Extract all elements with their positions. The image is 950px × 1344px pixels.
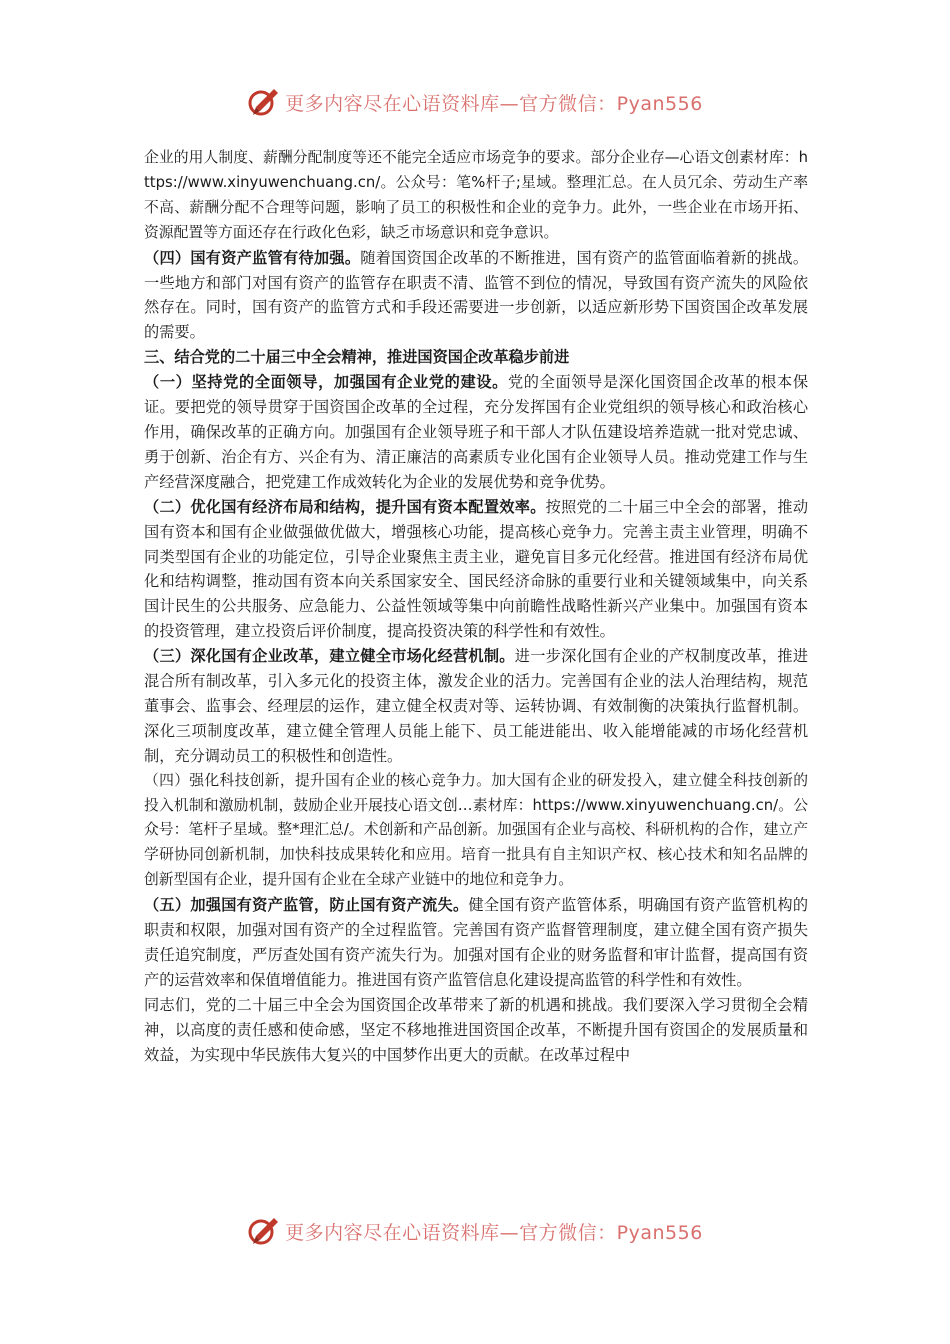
paragraph-text: 进一步深化国有企业的产权制度改革，推进混合所有制改革，引入多元化的投资主体，激发企业的活力。完善国有企业的法人治理结构，规范董事会、监事会、经理层的运作，建立健全权责对等、运转协调、有效制衡的决策执行监督机制。深化三项制度改革，建立健全管理人员能上能下、员工能进能出、收入能增能减的市场化经营机制，充分调动员工的积极性和创造性。 bbox=[144, 647, 809, 765]
paragraph-heading: （三）深化国有企业改革，建立健全市场化经营机制。 bbox=[144, 647, 515, 666]
header-banner bbox=[0, 82, 950, 122]
paragraph-text: 按照党的二十届三中全会的部署，推动国有资本和国有企业做强做优做大，增强核心功能，提高核心竞争力。完善主责主业管理，明确不同类型国有企业的功能定位，引导企业聚焦主责主业，避免盲目多元化经营。推进国有经济布局优化和结构调整，推动国有资本向关系国家安全、国民经济命脉的重要行业和关键领域集中，向关系国计民生的公共服务、应急能力、公益性领域等集中向前瞻性战略性新兴产业集中。加强国有资本的投资管理，建立投资后评价制度，提高投资决策的科学性和有效性。 bbox=[144, 497, 809, 641]
pen-swirl-logo-icon bbox=[247, 1214, 281, 1248]
paragraph-text: 企业的用人制度、薪酬分配制度等还不能完全适应市场竞争的要求。部分企业存—心语文创素材库：https://www.xinyuwenchuang.cn/。公众号：笔%杆子;星域。整理汇总。在人员冗余、劳动生产率不高、薪酬分配不合理等问题，影响了员工的积极性和企业的竞争力。此外，一些企业在市场开拓、资源配置等方面还存在行政化色彩，缺乏市场意识和竞争意识。 bbox=[144, 149, 808, 241]
paragraph-heading: （一）坚持党的全面领导，加强国有企业党的建设。 bbox=[144, 373, 508, 392]
paragraph bbox=[144, 146, 808, 246]
banner-text: 更多内容尽在心语资料库—官方微信：Pyan556 bbox=[285, 1221, 703, 1244]
paragraph bbox=[144, 495, 808, 644]
paragraph bbox=[144, 644, 808, 769]
paragraph-text: 同志们，党的二十届三中全会为国资国企改革带来了新的机遇和挑战。我们要深入学习贯彻全会精神，以高度的责任感和使命感，坚定不移地推进国资国企改革，不断提升国有资国企的发展质量和效益，为实现中华民族伟大复兴的中国梦作出更大的贡献。在改革过程中 bbox=[144, 995, 808, 1064]
paragraph-text: 随着国资国企改革的不断推进，国有资产的监管面临着新的挑战。一些地方和部门对国有资产的监管存在职责不清、监管不到位的情况，导致国有资产流失的风险依然存在。同时，国有资产的监管方式和手段还需要进一步创新，以适应新形势下国资国企改革发展的需要。 bbox=[144, 248, 809, 342]
banner-text: 更多内容尽在心语资料库—官方微信：Pyan556 bbox=[285, 92, 703, 115]
paragraph bbox=[144, 893, 808, 993]
paragraph-heading: 三、结合党的二十届三中全会精神，推进国资国企改革稳步前进 bbox=[144, 348, 570, 367]
footer-banner bbox=[0, 1211, 950, 1251]
paragraph bbox=[144, 246, 808, 346]
paragraph-heading: （四）国有资产监管有待加强。 bbox=[144, 248, 361, 267]
paragraph-text: 党的全面领导是深化国资国企改革的根本保证。要把党的领导贯穿于国资国企改革的全过程，充分发挥国有企业党组织的领导核心和政治核心作用，确保改革的正确方向。加强国有企业领导班子和干部人才队伍建设培养造就一批对党忠诚、勇于创新、治企有方、兴企有为、清正廉洁的高素质专业化国有企业领导人员。推动党建工作与生产经营深度融合，把党建工作成效转化为企业的发展优势和竞争优势。 bbox=[144, 373, 809, 491]
paragraph bbox=[144, 345, 808, 370]
paragraph bbox=[144, 370, 808, 495]
paragraph-heading: （二）优化国有经济布局和结构，提升国有资本配置效率。 bbox=[144, 497, 546, 516]
paragraph-heading: （五）加强国有资产监管，防止国有资产流失。 bbox=[144, 896, 469, 915]
paragraph-text: 健全国有资产监管体系，明确国有资产监管机构的职责和权限，加强对国有资产的全过程监管。完善国有资产监督管理制度，建立健全国有资产损失责任追究制度，严厉查处国有资产流失行为。加强对国有企业的财务监督和审计监督，提高国有资产的运营效率和保值增值能力。推进国有资产监管信息化建设提高监管的科学性和有效性。 bbox=[144, 896, 809, 989]
paragraph-text: （四）强化科技创新，提升国有企业的核心竞争力。加大国有企业的研发投入，建立健全科技创新的投入机制和激励机制，鼓励企业开展技心语文创…素材库：https://www.xinyuwenchuang.cn/。公众号：笔杆子星域。整*理汇总/。术创新和产品创新。加强国有企业与高校、科研机构的合作，建立产学研协同创新机制，加快科技成果转化和应用。培育一批具有自主知识产权、核心技术和知名品牌的创新型国有企业，提升国有企业在全球产业链中的地位和竞争力。 bbox=[144, 771, 808, 889]
document-body bbox=[144, 146, 808, 1068]
paragraph bbox=[144, 993, 808, 1068]
paragraph bbox=[144, 769, 808, 894]
pen-swirl-logo-icon bbox=[247, 85, 281, 119]
